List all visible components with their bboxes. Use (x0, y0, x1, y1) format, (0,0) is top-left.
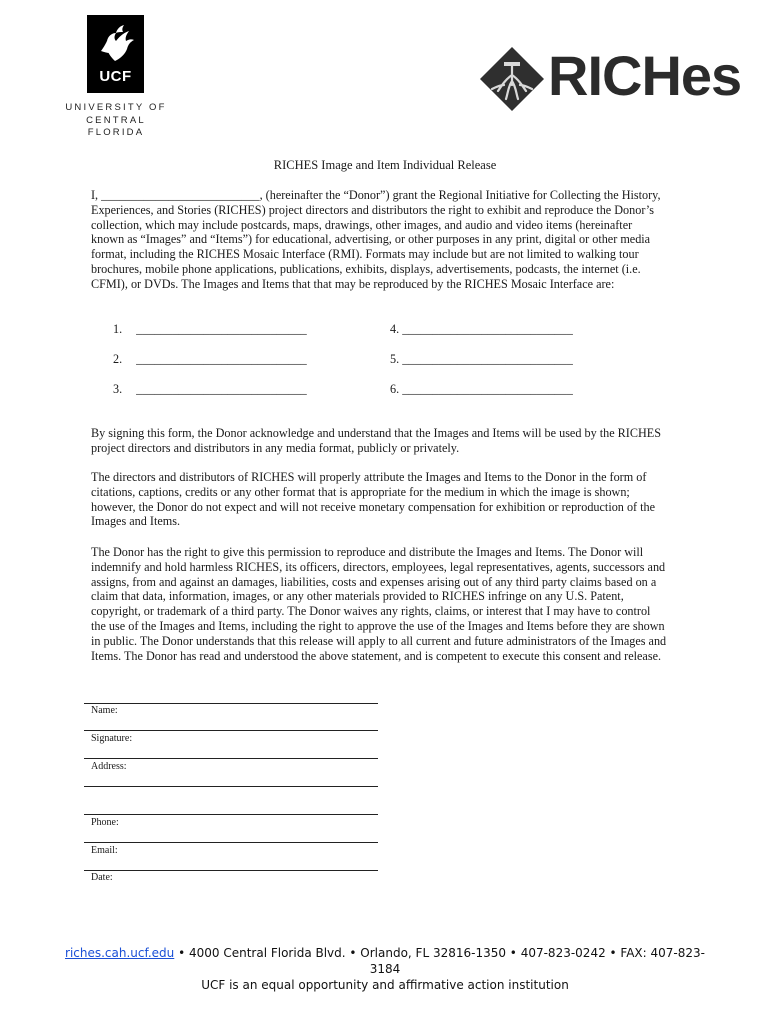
name-label: Name: (91, 705, 118, 716)
attribution-paragraph: The directors and distributors of RICHES will properly attribute the Images and Items to the Donor in the form of citations, captions, credits or any other format that is appropriate for the medium in which the image is shown; however, the Donor do not expect and will not receive monetary compensation for exhibition or reproduction of the Images and Items. (91, 470, 656, 529)
address-line[interactable] (84, 786, 378, 787)
email-line[interactable] (84, 870, 378, 871)
ucf-name-line2: CENTRAL FLORIDA (86, 115, 146, 138)
name-line[interactable] (84, 730, 378, 731)
list-item: 3. ____________________________ (113, 382, 307, 396)
list-item: 6. ____________________________ (390, 382, 573, 396)
phone-line[interactable] (84, 842, 378, 843)
ucf-name-line1: UNIVERSITY OF (65, 102, 167, 113)
list-item: 4. ____________________________ (390, 322, 573, 336)
ucf-logo-text: UCF (99, 68, 132, 85)
acknowledgement-paragraph: By signing this form, the Donor acknowledge and understand that the Images and Items will be used by the RICHES project directors and distributors in any media format, publicly or privately. (91, 426, 661, 455)
riches-diamond-icon (478, 45, 546, 113)
phone-label: Phone: (91, 817, 119, 828)
document-title: RICHES Image and Item Individual Release (273, 158, 497, 172)
rights-paragraph: The Donor has the right to give this permission to reproduce and distribute the Images and Items. The Donor will indemnify and hold harmless RICHES, its officers, directors, employees, legal representatives, agents, successors and assigns, from and against an damages, liabilities, costs and expenses arising out of any third party claims based on a claim that data, information, images, or any other materials provided to RICHES infringe on any U.S. Patent, copyright, or trademark of a third party. The Donor waives any rights, claims, or interest that I may have to control the use of the Images and Items, including the right to approve the use of the Images and Items before they are shown in public. The Donor understands that this release will apply to all current and future administrators of the Images and Items. The Donor has read and understood the above statement, and is competent to execute this consent and release. (91, 545, 667, 663)
list-item: 5. ____________________________ (390, 352, 573, 366)
footer-contact (0, 946, 770, 960)
riches-logo-text: RICHes (548, 44, 742, 107)
footer-fax-continued: 3184 (369, 962, 401, 976)
signature-label: Signature: (91, 733, 133, 744)
footer-website-link[interactable]: riches.cah.ucf.edu (65, 946, 175, 960)
address-line-2[interactable] (84, 814, 378, 815)
intro-paragraph: I, __________________________, (hereinafter the “Donor”) grant the Regional Initiative for Collecting the History, Experiences, and Stories (RICHES) project directors and distributors the right to exhibit and reproduce the Donor’s collection, which may include postcards, maps, drawings, other images, and audio and video items (hereinafter known as “Images” and “Items”) for educational, advertising, or other purposes in any print, digital or other media format, including the RICHES Mosaic Interface (RMI). Formats may include but are not limited to walking tour brochures, mobile phone applications, publications, exhibits, displays, advertisements, podcasts, the internet (i.e. CFMI), or DVDs. The Images and Items that that may be reproduced by the RICHES Mosaic Interface are: (91, 188, 661, 291)
list-item: 2. ____________________________ (113, 352, 307, 366)
email-label: Email: (91, 845, 118, 856)
date-label: Date: (91, 872, 113, 883)
signature-line[interactable] (84, 758, 378, 759)
signature-rule-top (84, 703, 378, 704)
pegasus-icon (95, 21, 136, 65)
footer-eeo-statement: UCF is an equal opportunity and affirmative action institution (201, 978, 569, 992)
ucf-logo (87, 15, 144, 93)
footer-address: • 4000 Central Florida Blvd. • Orlando, FL 32816-1350 • 407-823-0242 • FAX: 407-823- (174, 946, 705, 960)
address-label: Address: (91, 761, 127, 772)
list-item: 1. ____________________________ (113, 322, 307, 336)
